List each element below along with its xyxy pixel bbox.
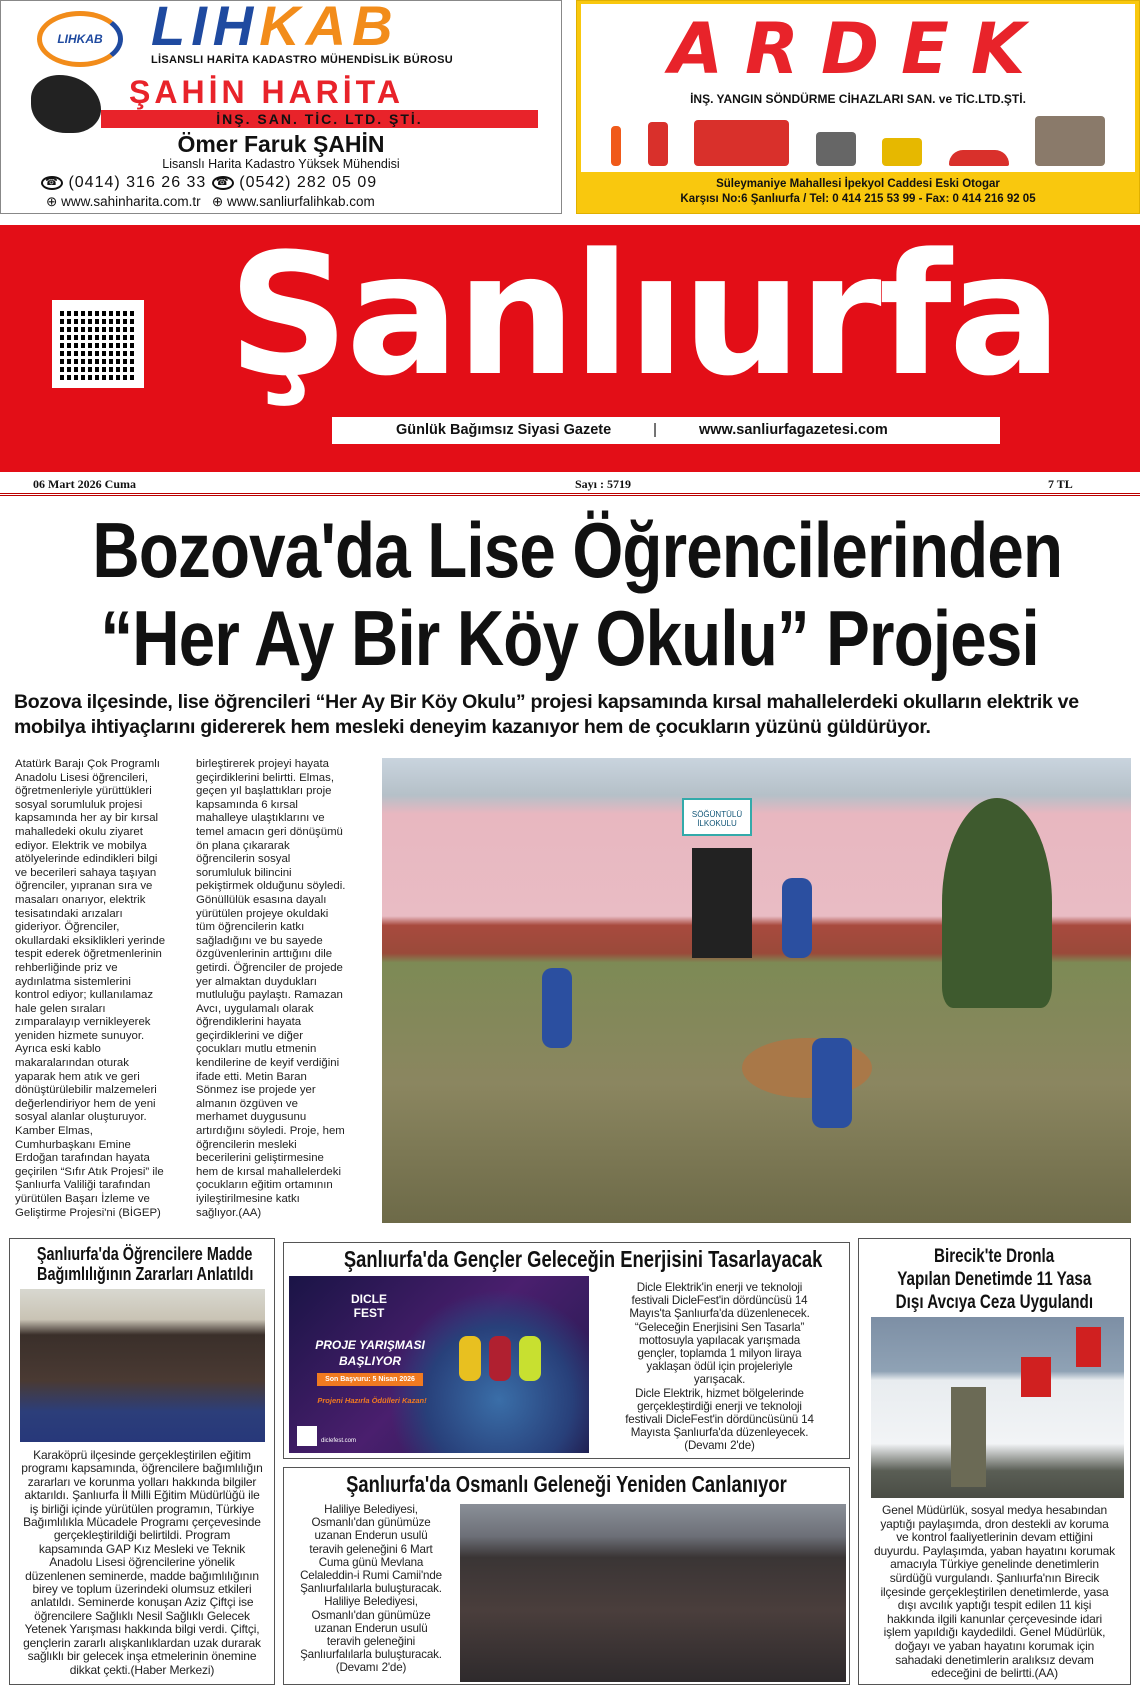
fire-suit-icon	[1035, 116, 1105, 166]
person-title: Lisanslı Harita Kadastro Yüksek Mühendisi	[162, 157, 400, 171]
products-image	[611, 116, 1105, 166]
poster-deadline: Son Başvuru: 5 Nisan 2026	[317, 1373, 423, 1386]
issue-date: 06 Mart 2026 Cuma	[33, 477, 136, 491]
person-camouflage	[951, 1387, 986, 1487]
story-ottoman	[283, 1467, 850, 1685]
child-figure	[489, 1336, 511, 1381]
gloves-icon	[882, 138, 922, 166]
seminar-photo	[20, 1289, 265, 1442]
child-figure	[459, 1336, 481, 1381]
helmet-icon	[949, 150, 1009, 166]
newspaper-title: Şanlıurfa	[228, 217, 1060, 413]
website-link[interactable]: www.sanliurfagazetesi.com	[698, 422, 888, 438]
globe-icon: ⊕	[211, 194, 224, 209]
child-figure	[519, 1336, 541, 1381]
breathing-apparatus-icon	[816, 132, 856, 166]
main-headline-line-2	[0, 594, 1140, 682]
address-line-1: Süleymaniye Mahallesi İpekyol Caddesi Eski Otogar	[716, 178, 1000, 190]
poster-title: PROJE YARIŞMASI	[315, 1338, 425, 1352]
qr-code	[52, 300, 144, 388]
story-body: Haliliye Belediyesi, Osmanlı'dan günümüze uzanan Enderun usulü teravih geleneğini 6 Mart Cuma günü Mevlana Celaleddin-i Rumi Camii'nde Şanlıurfalılarla buluşturacak. Haliliye Belediyesi, Osmanlı'dan günümüze uzanan Enderun usulü teravih geleneğini Şanlıurfalılarla buluşturacak. (Devamı 2'de)	[300, 1503, 442, 1675]
company-sub: İNŞ. SAN. TİC. LTD. ŞTİ.	[101, 110, 538, 128]
poster-title: BAŞLIYOR	[338, 1354, 401, 1368]
title-line: Şanlıurfa'da Öğrencilere Madde	[36, 1244, 253, 1264]
main-body-col-1: Atatürk Barajı Çok Programlı Anadolu Lisesi öğrencileri, öğretmenleriyle yürüttükleri sosyal sorumluluk projesi kapsamında her ay bir kırsal mahalledeki okulu ziyaret ediyor. Elektrik ve mobilya atölyelerinde edindikleri bilgi ve becerileri sahaya taşıyan öğrenciler, yıpranan sıra ve masaları onarıyor, elektrik tesisatındaki arızaları gideriyor. Öğrenciler, okullardaki eksiklikleri yerinde tespit ederek öğretmenlerinin rehberliğinde priz ve aydınlatma sistemlerini kontrol ediyor; kullanılamaz hale gelen sıraları zımparalayıp vernikleyerek yeniden hizmete sunuyor. Ayrıca eski kablo makaralarından oturak yaparak hem atık ve geri dönüştürülebilir malzemeleri değerlendiriyor hem de yeni sosyal alanlar oluşturuyor. Kamber Elmas, Cumhurbaşkanı Emine Erdoğan tarafından hayata geçirilen “Sıfır Atık Projesi” ile Şanlıurfa Valiliği tarafından yürütülen Başarı İzleme ve Geliştirme Projesi'ni (BİGEP)	[15, 758, 166, 1219]
story-addiction	[9, 1238, 275, 1685]
lihkab-logo	[151, 0, 399, 57]
boat-photo	[871, 1317, 1124, 1498]
cable-reel-table	[742, 1038, 872, 1098]
logo-part-b: KAB	[259, 0, 399, 57]
story-title: Şanlıurfa'da Osmanlı Geleneği Yeniden Canlanıyor	[346, 1471, 787, 1497]
bollard-icon	[611, 126, 621, 166]
phone-1: (0414) 316 26 33	[68, 174, 207, 191]
diclefest-poster	[289, 1276, 589, 1453]
ad-ardek	[576, 0, 1140, 214]
person-name: Ömer Faruk ŞAHİN	[177, 131, 385, 157]
main-lead: Bozova ilçesinde, lise öğrencileri “Her Ay Bir Köy Okulu” projesi kapsamında kırsal mahallelerdeki okulların elektrik ve mobilya ihtiyaçlarını gidererek hem mesleki deneyim kazanıyor hem de çocukların yüzünü güldürüyor.	[14, 691, 1079, 738]
poster-qr-code	[297, 1426, 317, 1446]
mosque-photo	[460, 1504, 846, 1682]
story-body: Genel Müdürlük, sosyal medya hesabından yaptığı paylaşımda, dron destekli av koruma ve kontrol faaliyetlerinin devam ettiğini duyurdu. Paylaşımda, yaban hayatını korumak amacıyla Türkiye genelinde denetimlerin sürdüğü vurgulandı. Şanlıurfa'nın Birecik ilçesinde gerçekleştirilen denetimlerde, yasa dışı avcılık yaptığı tespit edilen 11 kişi hakkında ilgili kanunlar çerçevesinde idari işlem yapıldığı kaydedildi. Genel Müdürlük, doğayı ve yaban hayatını korumak için sahadaki denetimlerin aralıksız devam edeceğini de belirtti.(AA)	[873, 1503, 1116, 1681]
fire-cabinet-icon	[694, 120, 789, 166]
title-line: Yapılan Denetimde 11 Yasa	[897, 1269, 1092, 1290]
ardek-address	[577, 177, 1139, 207]
school-sign: SÖĞÜNTÜLÜ İLKOKULU	[682, 798, 752, 836]
logo-part-a: LIH	[151, 0, 260, 57]
story-title: Şanlıurfa'da Gençler Geleceğin Enerjisini Tasarlayacak	[343, 1246, 823, 1272]
masthead-tagline-bar	[332, 417, 1000, 444]
phone-icon: ☎	[212, 176, 234, 190]
title-line: Bağımlılığının Zararları Anlatıldı	[37, 1264, 254, 1284]
door	[692, 848, 752, 958]
tree	[942, 798, 1052, 1008]
ardek-subtitle: İNŞ. YANGIN SÖNDÜRME CİHAZLARI SAN. ve TİC.LTD.ŞTİ.	[690, 92, 1026, 106]
ad-sahin-harita	[0, 0, 562, 214]
story-title	[859, 1245, 1130, 1314]
headline-text: Bozova'da Lise Öğrencilerinden	[92, 506, 1063, 594]
headline-text: “Her Ay Bir Köy Okulu” Projesi	[100, 594, 1040, 682]
student	[782, 878, 812, 958]
person-lifejacket	[1076, 1327, 1101, 1367]
main-photo	[382, 758, 1131, 1223]
main-body-col-2: birleştirerek projeyi hayata geçirdiklerini belirtti. Elmas, geçen yıl başlattıkları proje kapsamında 6 kırsal mahalleye ulaştıklarını ve temel amacın geri dönüşümü ön plana çıkararak öğrencilerin sosyal sorumluluk bilincini pekiştirmek olduğunu söyledi. Gönüllülük esasına dayalı yürütülen projeye okuldaki tüm öğrencilerin katkı sağladığını ve bu sayede özgüvenlerinin arttığını dile getirdi. Öğrenciler de projede yer almaktan duydukları mutluluğu paylaştı. Ramazan Avcı, uygulamalı olarak öğrendiklerini hayata geçirdiklerini ve diğer çocukları mutlu etmenin kendilerine de keyif verdiğini ifade etti. Metin Baran Sönmez ise projede yer almanın özgüven ve merhamet duygusunu artırdığını söyledi. Proje, hem öğrencilerin mesleki becerilerini geliştirmesine hem de kırsal mahallelerdeki çocukların eğitim ortamının iyileştirilmesine katkı sağlıyor.(AA)	[196, 758, 346, 1219]
main-headline-line-1	[0, 506, 1140, 594]
address-line-2: Karşısı No:6 Şanlıurfa / Tel: 0 414 215 53 99 - Fax: 0 414 216 92 05	[680, 193, 1036, 205]
website-2: www.sanliurfalihkab.com	[226, 194, 375, 209]
story-body: Dicle Elektrik'in enerji ve teknoloji festivali DicleFest'in dördüncüsü 14 Mayıs'ta Şanlıurfa'da düzenlenecek. “Geleceğin Enerjisini Sen Tasarla” mottosuyla yapılacak yarışmada gençler, toplamda 1 milyon liraya yaklaşan ödül için projeleriyle yarışacak. Dicle Elektrik, hizmet bölgelerinde gerçekleştirdiği enerji ve teknoloji festivali DicleFest'in dördüncüsünü 14 Mayısta Şanlıurfa'da düzenleyecek. (Devamı 2'de)	[625, 1281, 814, 1453]
extinguisher-icon	[648, 122, 668, 166]
logo-small-text: LIHKAB	[57, 32, 103, 46]
phones	[41, 173, 377, 192]
globe-icon: ⊕	[46, 194, 58, 209]
company-name: ŞAHİN HARİTA	[129, 74, 404, 110]
poster-site: diclefest.com	[321, 1438, 357, 1444]
poster-cta: Projeni Hazırla Ödülleri Kazan!	[317, 1396, 427, 1405]
poster-logo: DICLE FEST	[351, 1292, 387, 1320]
websites	[46, 194, 375, 210]
separator: |	[653, 422, 657, 438]
student	[542, 968, 572, 1048]
eagle-icon	[31, 75, 101, 133]
phone-icon: ☎	[41, 176, 63, 190]
date-bar	[0, 472, 1140, 496]
tagline: Günlük Bağımsız Siyasi Gazete	[396, 422, 612, 438]
ardek-logo: ARDEK	[668, 8, 1048, 90]
story-energy	[283, 1242, 850, 1459]
issue-number: Sayı : 5719	[575, 477, 632, 491]
lihkab-logo-icon	[37, 11, 123, 67]
title-line: Birecik'te Dronla	[934, 1246, 1055, 1267]
price: 7 TL	[1048, 477, 1073, 491]
website-1: www.sahinharita.com.tr	[61, 194, 201, 209]
ad-subtitle: LİSANSLI HARİTA KADASTRO MÜHENDİSLİK BÜROSU	[151, 54, 453, 66]
masthead	[0, 217, 1140, 472]
story-drone	[858, 1238, 1131, 1685]
person-lifejacket	[1021, 1357, 1051, 1397]
phone-2: (0542) 282 05 09	[239, 174, 378, 191]
student	[812, 1038, 852, 1128]
title-line: Dışı Avcıya Ceza Uygulandı	[895, 1292, 1094, 1313]
story-body: Karaköprü ilçesinde gerçekleştirilen eğitim programı kapsamında, öğrencilere bağımlılığın zararları ve korunma yolları hakkında bilgiler aktarıldı. Şanlıurfa İl Milli Eğitim Müdürlüğü ile iş birliği içinde yürütülen programın, Türkiye Bağımlılıkla Mücadele Programı çerçevesinde gerçekleştirildiği belirtildi. Program kapsamında GAP Kız Mesleki ve Teknik Anadolu Lisesi öğrencilerine yönelik düzenlenen seminerde, madde bağımlılığının birey ve toplum üzerindeki olumsuz etkileri anlatıldı. Seminerde konuşan Aziz Çiftçi ise öğrencilere Sağlıklı Nesil Sağlıklı Gelecek Yetenek Yarışması hakkında bilgi verdi. Çiftçi, gençlerin zararlı alışkanlıklardan uzak durarak sağlıklı bir gelecek inşa etmelerinin önemine dikkat çekti.(Haber Merkezi)	[21, 1448, 263, 1677]
story-title	[10, 1244, 274, 1284]
